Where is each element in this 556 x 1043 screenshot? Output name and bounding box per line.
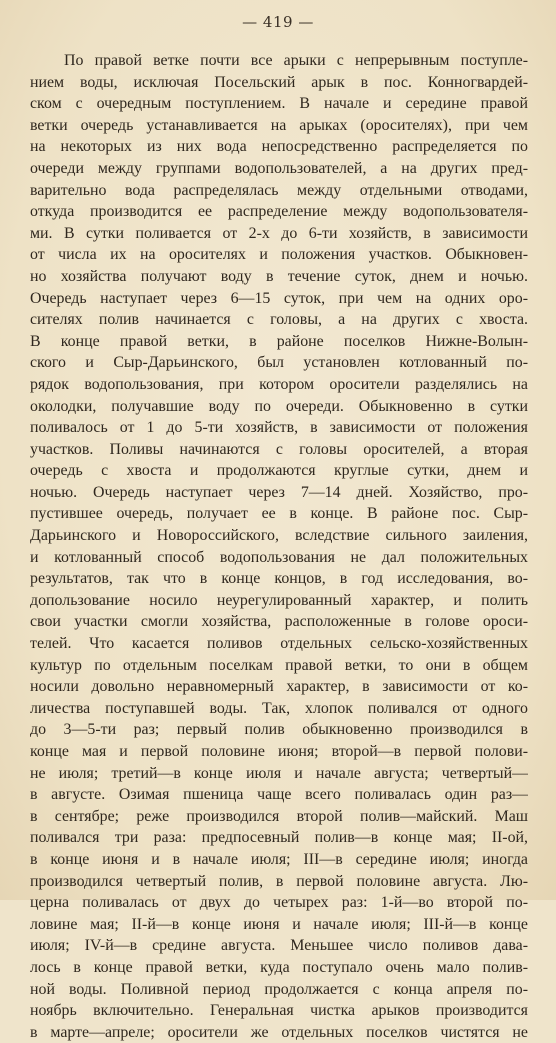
text-line: сителях полив начинается с головы, а на других с хвоста. (30, 311, 528, 329)
text-line: варительно вода распределялась между отдельными отводами, (30, 181, 528, 199)
text-line: ветки очередь устанавливается на арыках (оросителях), при чем (30, 116, 528, 134)
text-line: поливалось от 1 до 5-ти хозяйств, в зависимости от положения (30, 419, 528, 437)
text-line: ной воды. Поливной период продолжается с конца апреля по- (30, 980, 528, 998)
text-line: допользование носило неурегулированный характер, и полить (30, 591, 528, 609)
text-line: на некоторых из них вода непосредственно распределяется по (30, 138, 528, 156)
text-line: очереди между группами водопользователей, а на других пред- (30, 159, 528, 177)
body-text (30, 50, 528, 1043)
text-line: нием воды, исключая Посельский арык в пос. Конногвардей- (30, 73, 528, 91)
text-line: от числа их на оросителях и положения участков. Обыкновен- (30, 246, 528, 264)
text-line: ском с очередным поступлением. В начале и середине правой (30, 95, 528, 113)
text-line: пустившее очередь, получает ее в конце. В районе пос. Сыр- (30, 505, 528, 523)
text-line: участков. Поливы начинаются с головы оросителей, а вторая (30, 440, 528, 458)
text-line: ловине мая; II-й—в конце июня и начале июля; III-й—в конце (30, 915, 528, 933)
text-line: не июля; третий—в конце июля и начале августа; четвертый— (30, 764, 528, 782)
text-line: в сентябре; реже производился второй полив—майский. Маш (30, 807, 528, 825)
text-line: производился четвертый полив, в первой половине августа. Лю- (30, 872, 528, 890)
text-line: телей. Что касается поливов отдельных сельско-хозяйственных (30, 635, 528, 653)
text-line: носили довольно неравномерный характер, в зависимости от ко- (30, 678, 528, 696)
text-line: рядок водопользования, при котором оросители разделялись на (30, 375, 528, 393)
text-line: в августе. Озимая пшеница чаще всего поливалась один раз— (30, 786, 528, 804)
text-line: очередь с хвоста и продолжаются круглые сутки, днем и (30, 462, 528, 480)
text-line: но хозяйства получают воду в течение суток, днем и ночью. (30, 267, 528, 285)
text-line: церна поливалась от двух до четырех раз: 1-й—во второй по- (30, 894, 528, 912)
text-line: в марте—апреле; оросители же отдельных поселков чистятся не (30, 1023, 528, 1041)
text-line: По правой ветке почти все арыки с непрерывным поступле- (64, 52, 528, 69)
text-line: Дарьинского и Новороссийского, вследствие сильного заиления, (30, 527, 528, 545)
text-line: поливался три раза: предпосевный полив—в конце мая; II-ой, (30, 829, 528, 847)
text-line: Очередь наступает через 6—15 суток, при чем на одних оро- (30, 289, 528, 307)
text-line: околодки, получавшие воду по очереди. Обыкновенно в сутки (30, 397, 528, 415)
text-line: ночью. Очередь наступает через 7—14 дней. Хозяйство, про- (30, 483, 528, 501)
text-line: В конце правой ветки, в районе поселков Нижне-Волын- (30, 332, 528, 350)
text-line: результатов, так что в конце концов, в год исследования, во- (30, 570, 528, 588)
text-line: ского и Сыр-Дарьинского, был установлен котлованный по- (30, 354, 528, 372)
text-line: ноябрь включительно. Генеральная чистка арыков производится (30, 1002, 528, 1020)
text-line: ми. В сутки поливается от 2-х до 6-ти хозяйств, в зависимости (30, 224, 528, 242)
text-line: в конце июня и в начале июля; III—в середине июля; иногда (30, 850, 528, 868)
page-number: — 419 — (242, 13, 314, 31)
text-line: откуда производится ее распределение между водопользователя- (30, 203, 528, 221)
text-line: свои участки смогли хозяйства, расположенные в голове ороси- (30, 613, 528, 631)
text-line: лось в конце правой ветки, куда поступало очень мало полив- (30, 958, 528, 976)
text-line: июля; IV-й—в средине августа. Меньшее число поливов дава- (30, 937, 528, 955)
text-line: до 3—5-ти раз; первый полив обыкновенно производился в (30, 721, 528, 739)
text-line: культур по отдельным поселкам правой ветки, то они в общем (30, 656, 528, 674)
text-line: конце мая и первой половине июня; второй—в первой полови- (30, 743, 528, 760)
text-line: и котлованный способ водопользования не дал положительных (30, 548, 528, 566)
text-line: личества поступавшей воды. Так, хлопок поливался от одного (30, 699, 528, 717)
